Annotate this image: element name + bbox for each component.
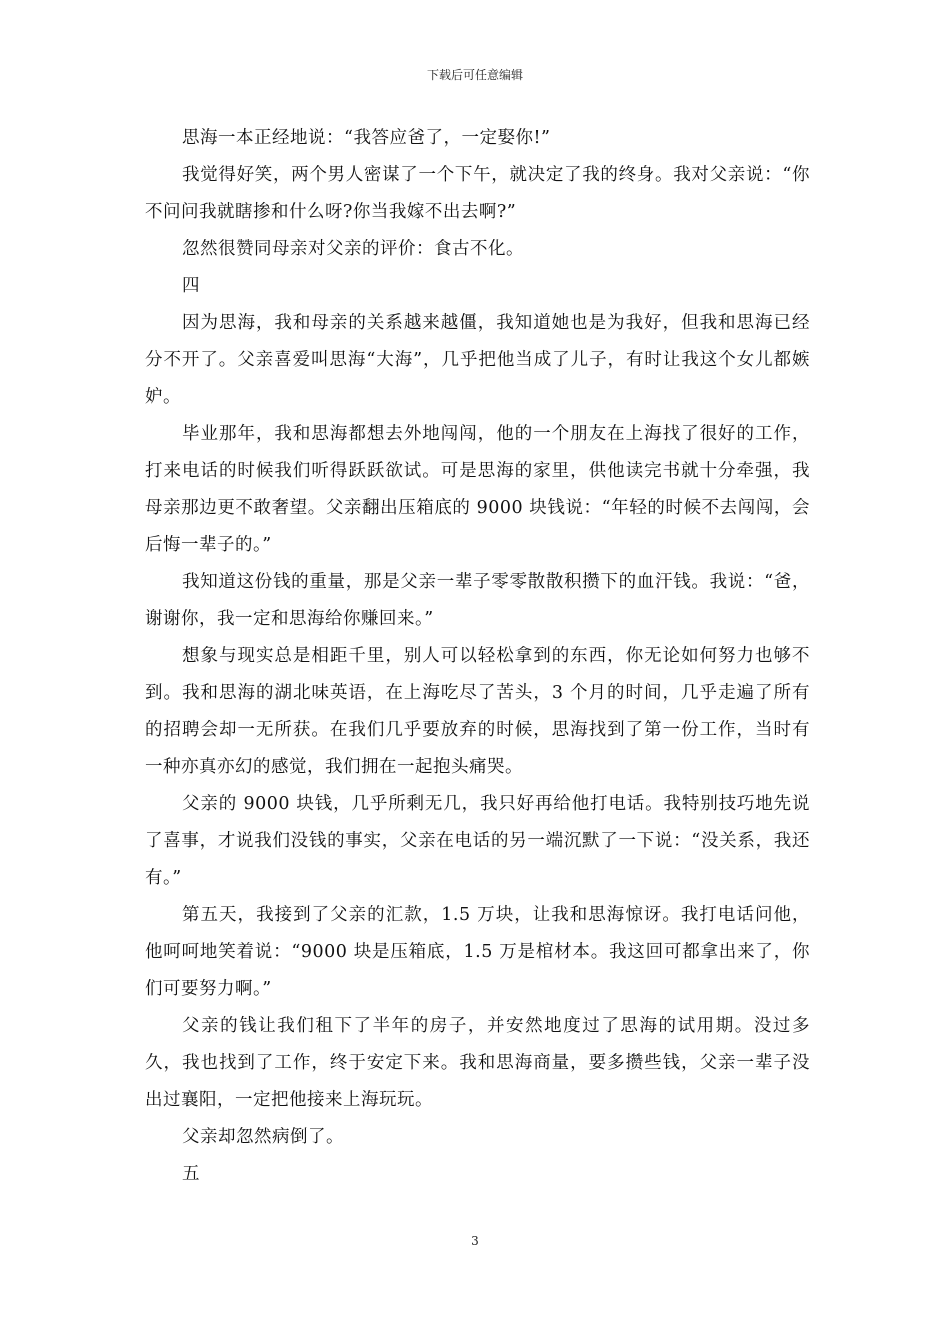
paragraph: 忽然很赞同母亲对父亲的评价：食古不化。 [182, 239, 524, 259]
paragraph: 我知道这份钱的重量，那是父亲一辈子零零散散积攒下的血汗钱。我说：“爸，谢谢你，我一定和思海给你赚回来。” [145, 572, 810, 629]
paragraph: 思海一本正经地说：“我答应爸了，一定娶你!” [182, 128, 551, 148]
section-heading: 五 [182, 1164, 200, 1184]
paragraph: 父亲的钱让我们租下了半年的房子，并安然地度过了思海的试用期。没过多久，我也找到了工作，终于安定下来。我和思海商量，要多攒些钱，父亲一辈子没出过襄阳，一定把他接来上海玩玩。 [145, 1016, 810, 1110]
section-heading: 四 [182, 276, 200, 296]
paragraph: 父亲的 9000 块钱，几乎所剩无几，我只好再给他打电话。我特别技巧地先说了喜事，才说我们没钱的事实，父亲在电话的另一端沉默了一下说：“没关系，我还有。” [145, 794, 810, 888]
paragraph: 父亲却忽然病倒了。 [182, 1127, 344, 1147]
paragraph: 想象与现实总是相距千里，别人可以轻松拿到的东西，你无论如何努力也够不到。我和思海的湖北味英语，在上海吃尽了苦头，3 个月的时间，几乎走遍了所有的招聘会却一无所获。在我们几乎要放弃的时候，思海找到了第一份工作，当时有一种亦真亦幻的感觉，我们拥在一起抱头痛哭。 [145, 646, 810, 777]
paragraph: 我觉得好笑，两个男人密谋了一个下午，就决定了我的终身。我对父亲说：“你不问问我就瞎掺和什么呀?你当我嫁不出去啊?” [145, 165, 810, 222]
page-header: 下载后可任意编辑 [426, 68, 523, 82]
paragraph: 第五天，我接到了父亲的汇款，1.5 万块，让我和思海惊讶。我打电话问他，他呵呵地笑着说：“9000 块是压箱底，1.5 万是棺材本。我这回可都拿出来了，你们可要努力啊。” [145, 905, 810, 999]
paragraph: 毕业那年，我和思海都想去外地闯闯，他的一个朋友在上海找了很好的工作，打来电话的时候我们听得跃跃欲试。可是思海的家里，供他读完书就十分牵强，我母亲那边更不敢奢望。父亲翻出压箱底的 9000 块钱说：“年轻的时候不去闯闯，会后悔一辈子的。” [145, 424, 810, 555]
page-number: 3 [471, 1234, 479, 1248]
document-body [145, 120, 810, 1193]
paragraph: 因为思海，我和母亲的关系越来越僵，我知道她也是为我好，但我和思海已经分不开了。父亲喜爱叫思海“大海”，几乎把他当成了儿子，有时让我这个女儿都嫉妒。 [145, 313, 810, 407]
